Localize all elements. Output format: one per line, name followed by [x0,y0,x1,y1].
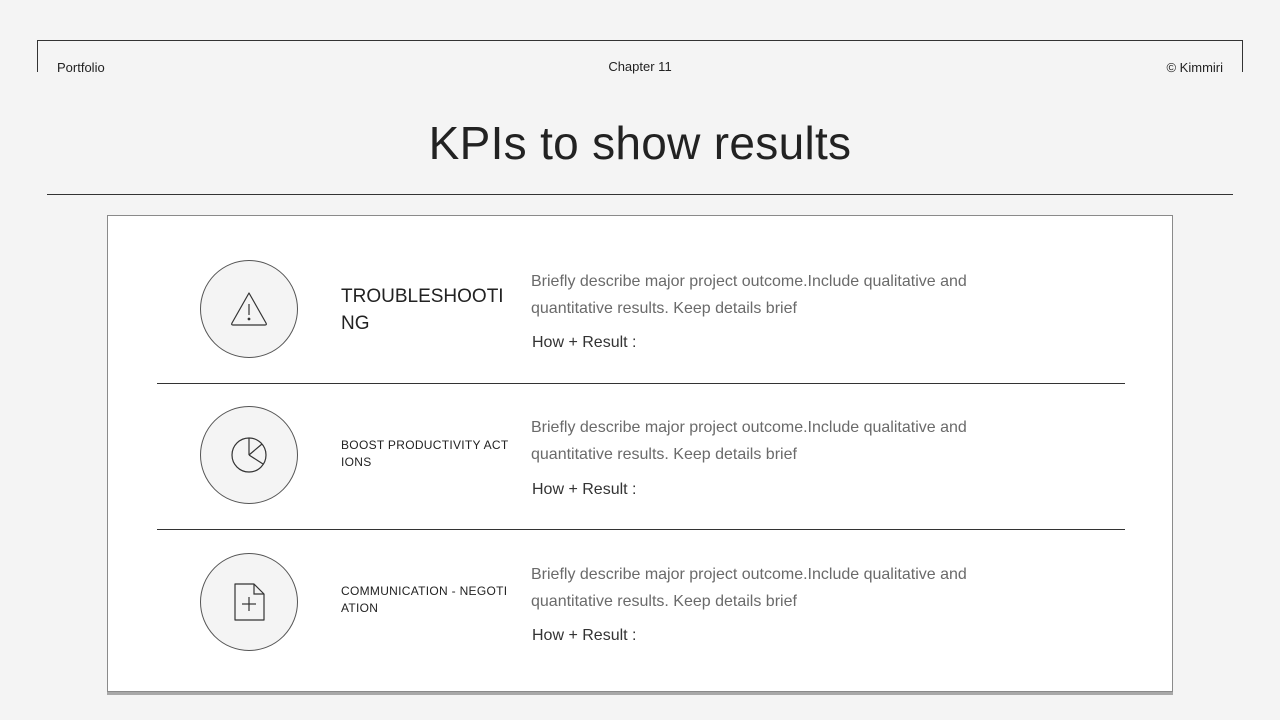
kpi-result-label: How + Result : [532,334,637,351]
kpi-card [107,215,1173,692]
warning-icon [200,260,298,358]
kpi-label: COMMUNICATION - NEGOTIATION [341,584,508,615]
title-divider [47,194,1233,195]
kpi-label: TROUBLESHOOTING [341,286,504,334]
pie-chart-icon [200,406,298,504]
kpi-row-productivity [108,362,1172,508]
header-portfolio: Portfolio [57,60,105,75]
add-document-icon [200,553,298,651]
kpi-label: BOOST PRODUCTIVITY ACTIONS [341,438,509,469]
kpi-row-troubleshooting [108,216,1172,362]
kpi-row-communication [108,509,1172,655]
kpi-result-label: How + Result : [532,627,637,644]
kpi-description: Briefly describe major project outcome.Include qualitative and quantitative results. Keep details brief [531,273,967,317]
header-copyright: © Kimmiri [1166,60,1223,75]
kpi-description: Briefly describe major project outcome.Include qualitative and quantitative results. Keep details brief [531,419,967,463]
kpi-description: Briefly describe major project outcome.Include qualitative and quantitative results. Keep details brief [531,566,967,610]
page-title: KPIs to show results [428,117,852,169]
header-chapter: Chapter 11 [608,59,672,74]
kpi-result-label: How + Result : [532,481,637,498]
